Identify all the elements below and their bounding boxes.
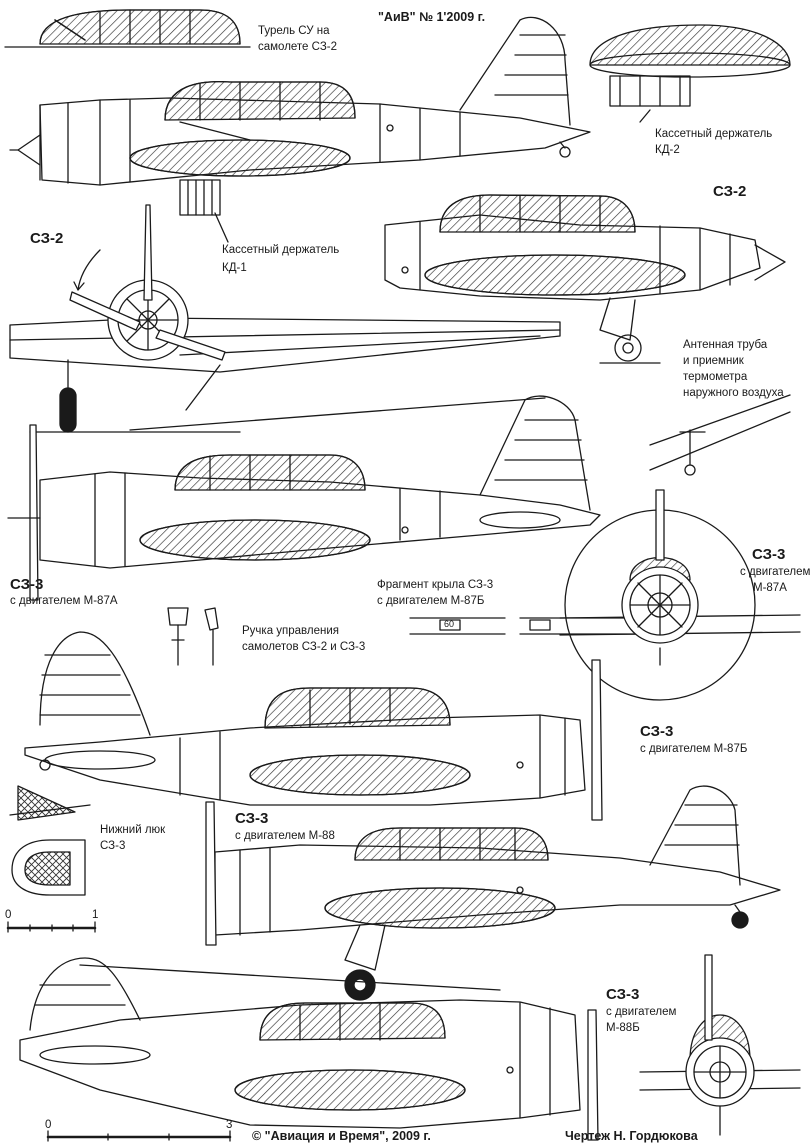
copyright-footer: © "Авиация и Время", 2009 г. [252,1129,431,1143]
sz3-m88b-engine-line1: с двигателем [606,1006,677,1018]
sz3-m88b-engine-line2: М-88Б [606,1022,640,1034]
scale1-zero: 0 [5,909,12,921]
sz3-m87b-engine: с двигателем М-87Б [640,743,748,755]
kd1-label-line2: КД-1 [222,262,247,274]
antenna-label-line4: наружного воздуха [683,387,784,399]
sz3-m87a-side-view [8,396,600,600]
author-footer: Чертеж Н. Гордюкова [565,1129,698,1143]
kd2-label-line1: Кассетный держатель [655,128,773,140]
sz3-m87a-engine: с двигателем М-87А [10,595,118,607]
sz3-m88-side-view [206,786,780,1000]
antenna-label-line2: и приемник [683,355,744,367]
sz3-m87b-title: СЗ-3 [640,723,674,740]
control-stick-drawing [168,608,218,665]
wing-fragment-label-line1: Фрагмент крыла СЗ-3 [377,579,494,591]
sz3-m88b-side-view [20,958,598,1140]
sz3-front-engine-line1: с двигателем [740,566,810,578]
turret-label-line2: самолете СЗ-2 [258,41,337,53]
sz3-m88b-front-view [640,955,800,1135]
scale-bar-2 [48,1131,230,1141]
sz3-front-title: СЗ-3 [752,546,786,563]
sz3-front-engine-line2: М-87А [753,582,787,594]
scale2-three: 3 [226,1119,233,1131]
lower-hatch-drawing [10,786,90,895]
kd1-label-line1: Кассетный держатель [222,244,340,256]
sz3-m88-title: СЗ-3 [235,810,269,827]
sz3-m88b-title: СЗ-3 [606,986,640,1003]
control-stick-label-line2: самолетов СЗ-2 и СЗ-3 [242,641,366,653]
sz3-m88-engine: с двигателем М-88 [235,830,335,842]
sz3-m87a-title: СЗ-3 [10,576,44,593]
sz3-m87b-side-view [25,632,602,820]
lower-hatch-label-line1: Нижний люк [100,824,166,836]
wing-fragment-panel-number: 60 [444,619,455,629]
lower-hatch-label-line2: СЗ-3 [100,840,126,852]
scale1-one: 1 [92,909,99,921]
antenna-detail [650,395,790,475]
antenna-label-line3: термометра [683,371,748,383]
turret-su-drawing [5,10,250,47]
sz2-left-title: СЗ-2 [30,230,64,247]
kd2-label-line2: КД-2 [655,144,680,156]
kd2-holder-drawing [590,25,790,122]
scale-bar-1 [8,922,95,932]
control-stick-label-line1: Ручка управления [242,625,340,637]
journal-header: "АиВ" № 1'2009 г. [378,10,486,24]
turret-label-line1: Турель СУ на [258,25,330,37]
sz2-right-title: СЗ-2 [713,183,747,200]
scale2-zero: 0 [45,1119,52,1131]
wing-fragment-label-line2: с двигателем М-87Б [377,595,485,607]
antenna-label-line1: Антенная труба [683,339,768,351]
